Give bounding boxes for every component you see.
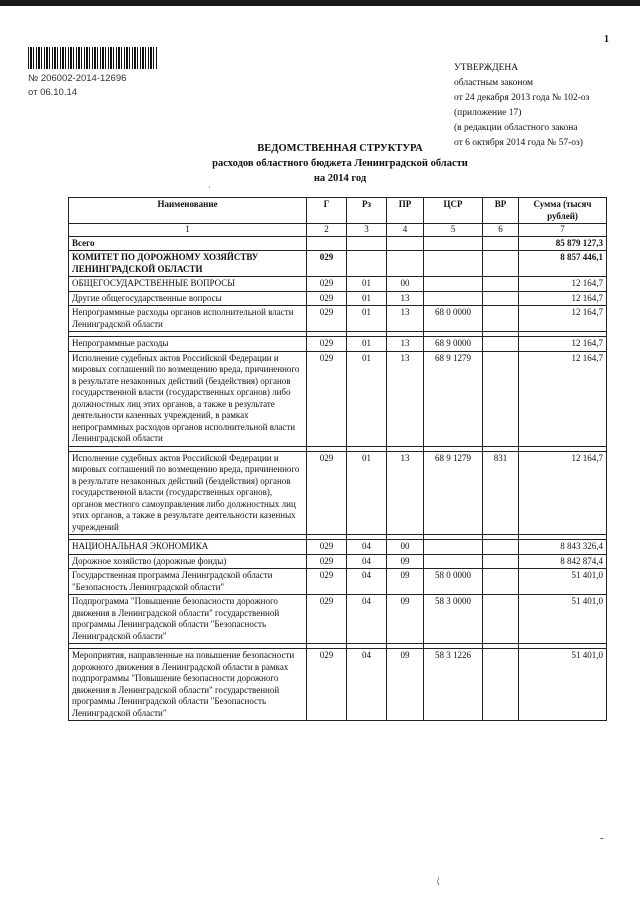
row-csr: 68 9 0000 <box>424 337 483 352</box>
row-csr <box>424 554 483 569</box>
row-csr: 58 3 0000 <box>424 595 483 644</box>
table-row <box>69 306 607 332</box>
row-csr: 58 3 1226 <box>424 649 483 721</box>
row-rz: 01 <box>347 337 387 352</box>
row-g: 029 <box>307 451 347 535</box>
table-row <box>69 251 607 277</box>
row-sum: 8 857 446,1 <box>519 251 607 277</box>
row-g: 029 <box>307 569 347 595</box>
table-row <box>69 291 607 306</box>
scan-mark: \. <box>433 875 444 888</box>
header-pr: ПР <box>387 198 424 224</box>
table-row <box>69 540 607 555</box>
total-row <box>69 236 607 251</box>
row-csr <box>424 277 483 292</box>
title-line-1: ВЕДОМСТВЕННАЯ СТРУКТУРА <box>257 143 423 154</box>
row-rz: 04 <box>347 595 387 644</box>
row-pr: 13 <box>387 306 424 332</box>
table-row <box>69 649 607 721</box>
row-sum: 8 843 326,4 <box>519 540 607 555</box>
row-csr <box>424 540 483 555</box>
row-name: Другие общегосударственные вопросы <box>69 291 307 306</box>
row-sum: 12 164,7 <box>519 277 607 292</box>
row-vr <box>483 277 519 292</box>
total-sum: 85 879 127,3 <box>519 236 607 251</box>
registration-number: № 206002-2014-12696 <box>28 73 127 84</box>
row-g: 029 <box>307 540 347 555</box>
table-row <box>69 351 607 446</box>
row-name: КОМИТЕТ ПО ДОРОЖНОМУ ХОЗЯЙСТВУ ЛЕНИНГРАДСКОЙ ОБЛАСТИ <box>69 251 307 277</box>
row-vr <box>483 291 519 306</box>
row-g: 029 <box>307 291 347 306</box>
budget-table <box>68 197 607 721</box>
row-g: 029 <box>307 554 347 569</box>
row-vr <box>483 251 519 277</box>
row-rz: 01 <box>347 291 387 306</box>
row-sum: 51 401,0 <box>519 595 607 644</box>
row-pr: 13 <box>387 337 424 352</box>
row-rz: 04 <box>347 554 387 569</box>
row-sum: 12 164,7 <box>519 337 607 352</box>
row-name: Государственная программа Ленинградской области "Безопасность Ленинградской области" <box>69 569 307 595</box>
row-vr <box>483 540 519 555</box>
row-csr <box>424 251 483 277</box>
row-g: 029 <box>307 595 347 644</box>
row-g: 029 <box>307 277 347 292</box>
row-rz: 04 <box>347 649 387 721</box>
row-name: Исполнение судебных актов Российской Федерации и мировых соглашений по возмещению вреда, причиненного в результате незаконных действий (бездействия) органов государственной власти (государственных органов) либо должностных лиц этих органов, а также в результате деятельности казенных учреждений, в рамках непрограммных расходов органов исполнительной власти Ленинградской области <box>69 351 307 446</box>
title-line-3: на 2014 год <box>313 173 367 184</box>
table-header-row <box>69 198 607 224</box>
row-g: 029 <box>307 649 347 721</box>
row-csr: 68 9 1279 <box>424 351 483 446</box>
row-vr <box>483 337 519 352</box>
col-number: 6 <box>483 224 519 237</box>
row-csr <box>424 291 483 306</box>
registration-stamp <box>28 72 126 100</box>
scan-mark: - <box>600 833 604 844</box>
approval-line: от 6 октября 2014 года № 57-оз) <box>454 138 583 148</box>
row-name: Дорожное хозяйство (дорожные фонды) <box>69 554 307 569</box>
column-number-row <box>69 224 607 237</box>
row-rz <box>347 251 387 277</box>
row-pr: 00 <box>387 540 424 555</box>
col-number: 1 <box>69 224 307 237</box>
row-rz: 01 <box>347 451 387 535</box>
row-vr <box>483 554 519 569</box>
row-rz: 01 <box>347 306 387 332</box>
table-row <box>69 554 607 569</box>
row-name: НАЦИОНАЛЬНАЯ ЭКОНОМИКА <box>69 540 307 555</box>
header-vr: ВР <box>483 198 519 224</box>
row-sum: 12 164,7 <box>519 351 607 446</box>
row-pr: 00 <box>387 277 424 292</box>
row-pr: 09 <box>387 595 424 644</box>
row-pr: 09 <box>387 569 424 595</box>
row-vr <box>483 351 519 446</box>
title-line-2: расходов областного бюджета Ленинградской области <box>212 158 468 169</box>
row-pr: 09 <box>387 554 424 569</box>
table-row <box>69 595 607 644</box>
table-row <box>69 277 607 292</box>
row-name: Мероприятия, направленные на повышение безопасности дорожного движения в Ленинградской области в рамках подпрограммы "Повышение безопасности дорожного движения в Ленинградской области" государственной программы Ленинградской области "Безопасность Ленинградской области" <box>69 649 307 721</box>
row-g: 029 <box>307 351 347 446</box>
col-number: 4 <box>387 224 424 237</box>
row-csr: 58 0 0000 <box>424 569 483 595</box>
row-pr: 13 <box>387 351 424 446</box>
row-pr <box>387 251 424 277</box>
row-vr <box>483 569 519 595</box>
row-name: Непрограммные расходы органов исполнительной власти Ленинградской области <box>69 306 307 332</box>
registration-date: от 06.10.14 <box>28 87 78 98</box>
row-g: 029 <box>307 251 347 277</box>
row-sum: 51 401,0 <box>519 569 607 595</box>
row-name: Непрограммные расходы <box>69 337 307 352</box>
table-row <box>69 569 607 595</box>
approval-line: (в редакции областного закона <box>454 123 578 133</box>
header-sum: Сумма (тысяч рублей) <box>519 198 607 224</box>
row-csr: 68 0 0000 <box>424 306 483 332</box>
barcode-image <box>28 47 158 69</box>
col-number: 3 <box>347 224 387 237</box>
row-sum: 12 164,7 <box>519 451 607 535</box>
row-rz: 04 <box>347 540 387 555</box>
header-csr: ЦСР <box>424 198 483 224</box>
approval-line: от 24 декабря 2013 года № 102-оз <box>454 93 590 103</box>
total-label: Всего <box>69 236 307 251</box>
header-g: Г <box>307 198 347 224</box>
row-vr <box>483 306 519 332</box>
approval-block <box>454 61 589 151</box>
col-number: 5 <box>424 224 483 237</box>
row-sum: 12 164,7 <box>519 306 607 332</box>
approval-line: (приложение 17) <box>454 108 522 118</box>
row-sum: 51 401,0 <box>519 649 607 721</box>
row-pr: 13 <box>387 291 424 306</box>
col-number: 7 <box>519 224 607 237</box>
row-name: Подпрограмма "Повышение безопасности дорожного движения в Ленинградской области" государственной программы Ленинградской области "Безопасность Ленинградской области" <box>69 595 307 644</box>
table-row <box>69 451 607 535</box>
row-sum: 12 164,7 <box>519 291 607 306</box>
row-pr: 13 <box>387 451 424 535</box>
row-rz: 04 <box>347 569 387 595</box>
scan-top-edge <box>0 0 640 6</box>
header-name: Наименование <box>69 198 307 224</box>
row-rz: 01 <box>347 351 387 446</box>
row-vr <box>483 595 519 644</box>
row-csr: 68 9 1279 <box>424 451 483 535</box>
row-g: 029 <box>307 306 347 332</box>
row-pr: 09 <box>387 649 424 721</box>
row-name: ОБЩЕГОСУДАРСТВЕННЫЕ ВОПРОСЫ <box>69 277 307 292</box>
row-name: Исполнение судебных актов Российской Федерации и мировых соглашений по возмещению вреда, причиненного в результате незаконных действий (бездействия) органов государственной власти (государственных органов), органов местного самоуправления либо должностных лиц этих органов, а также в результате деятельности казенных учреждений <box>69 451 307 535</box>
document-title <box>0 141 640 186</box>
row-sum: 8 842 874,4 <box>519 554 607 569</box>
row-vr <box>483 649 519 721</box>
row-vr: 831 <box>483 451 519 535</box>
approval-line: УТВЕРЖДЕНА <box>454 63 519 73</box>
table-row <box>69 337 607 352</box>
scan-speck: · <box>208 183 211 192</box>
col-number: 2 <box>307 224 347 237</box>
page-number: 1 <box>604 34 609 45</box>
approval-line: областным законом <box>454 78 534 88</box>
header-rz: Рз <box>347 198 387 224</box>
row-g: 029 <box>307 337 347 352</box>
row-rz: 01 <box>347 277 387 292</box>
